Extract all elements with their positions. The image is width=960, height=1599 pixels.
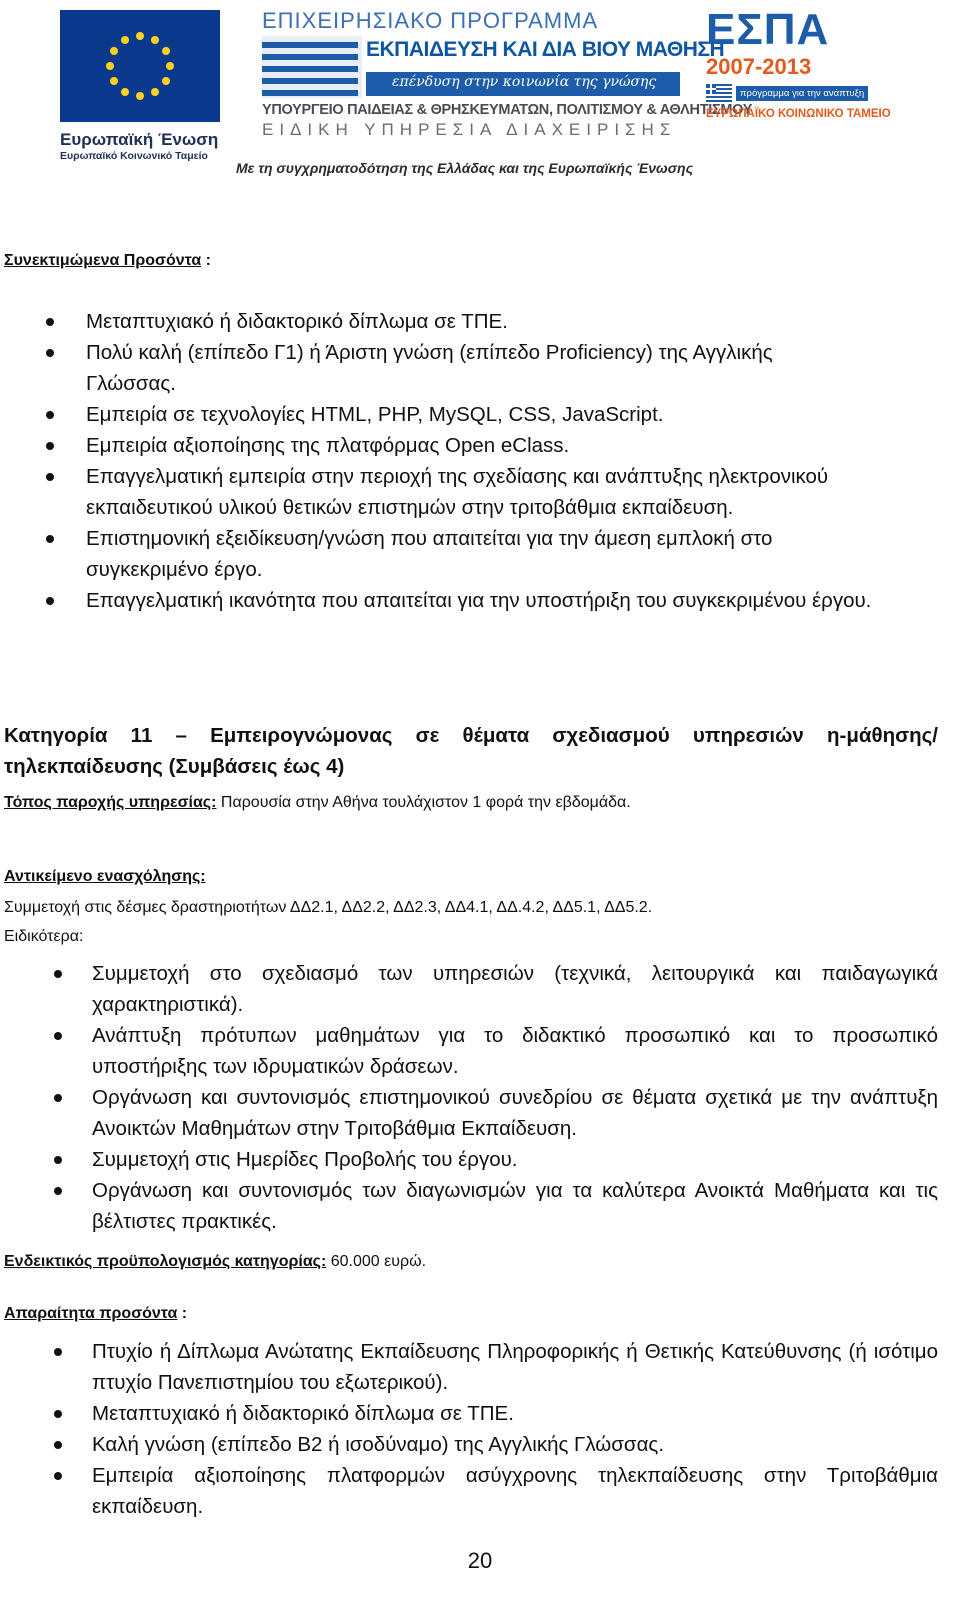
required-heading-text: Απαραίτητα προσόντα — [4, 1305, 178, 1322]
list-item: Μεταπτυχιακό ή διδακτορικό δίπλωμα σε ΤΠΕ. — [86, 306, 938, 337]
location-value: Παρουσία στην Αθήνα τουλάχιστον 1 φορά την εβδομάδα. — [216, 794, 631, 811]
desirable-list — [86, 306, 938, 616]
list-item: Επιστημονική εξειδίκευση/γνώση που απαιτείται για την άμεση εμπλοκή στο συγκεκριμένο έργο. — [86, 523, 938, 585]
list-item: Συμμετοχή στο σχεδιασμό των υπηρεσιών (τεχνικά, λειτουργικά και παιδαγωγικά χαρακτηριστικά). — [92, 958, 938, 1020]
ministry-name: ΥΠΟΥΡΓΕΙΟ ΠΑΙΔΕΙΑΣ & ΘΡΗΣΚΕΥΜΑΤΩΝ, ΠΟΛΙΤΙΣΜΟΥ & ΑΘΛΗΤΙΣΜΟΥ — [262, 102, 753, 118]
espa-fund: ΕΥΡΩΠΑΪΚΟ ΚΟΙΝΩΝΙΚΟ ΤΑΜΕΙΟ — [706, 108, 891, 120]
list-item: Εμπειρία αξιοποίησης της πλατφόρμας Open eClass. — [86, 430, 938, 461]
list-item: Οργάνωση και συντονισμός επιστημονικού συνεδρίου σε θέματα σχετικά με την ανάπτυξη Ανοικτών Μαθημάτων στην Τριτοβάθμια Εκπαίδευση. — [92, 1082, 938, 1144]
list-item: Καλή γνώση (επίπεδο Β2 ή ισοδύναμο) της Αγγλικής Γλώσσας. — [92, 1429, 938, 1460]
op-stripes-icon — [262, 36, 362, 98]
list-item: Οργάνωση και συντονισμός των διαγωνισμών για τα καλύτερα Ανοικτά Μαθήματα και τις βέλτιστες πρακτικές. — [92, 1175, 938, 1237]
budget-value: 60.000 ευρώ. — [326, 1253, 427, 1270]
subject-label: Αντικείμενο ενασχόλησης: — [4, 868, 206, 885]
task-list — [92, 958, 938, 1237]
list-item: Συμμετοχή στις Ημερίδες Προβολής του έργου. — [92, 1144, 938, 1175]
list-item: Πτυχίο ή Δίπλωμα Ανώτατης Εκπαίδευσης Πληροφορικής ή Θετικής Κατεύθυνσης (ή ισότιμο πτυχίο Πανεπιστημίου του εξωτερικού). — [92, 1336, 938, 1398]
budget-label: Ενδεικτικός προϋπολογισμός κατηγορίας: — [4, 1253, 327, 1270]
cofinancing-note: Με τη συγχρηματοδότηση της Ελλάδας και της Ευρωπαϊκής Ένωσης — [236, 160, 694, 176]
specifically-label: Ειδικότερα: — [4, 928, 84, 945]
list-item: Ανάπτυξη πρότυπων μαθημάτων για το διδακτικό προσωπικό και το προσωπικό υποστήριξης των ιδρυματικών δράσεων. — [92, 1020, 938, 1082]
op-topline: ΕΠΙΧΕΙΡΗΣΙΑΚΟ ΠΡΟΓΡΑΜΜΑ — [262, 8, 599, 33]
list-item: Μεταπτυχιακό ή διδακτορικό δίπλωμα σε ΤΠΕ. — [92, 1398, 938, 1429]
eu-name: Ευρωπαϊκή Ένωση — [60, 130, 219, 149]
greek-flag-icon — [706, 84, 732, 102]
list-item: Πολύ καλή (επίπεδο Γ1) ή Άριστη γνώση (επίπεδο Proficiency) της Αγγλικής Γλώσσας. — [86, 337, 938, 399]
espa-name: ΕΣΠΑ — [706, 5, 830, 54]
op-title: ΕΚΠΑΙΔΕΥΣΗ ΚΑΙ ΔΙΑ ΒΙΟΥ ΜΑΘΗΣΗ — [366, 38, 725, 61]
logo-header — [0, 0, 960, 190]
espa-logo — [706, 5, 896, 120]
desirable-heading: Συνεκτιμώμενα Προσόντα : — [4, 252, 211, 269]
espa-motto: πρόγραμμα για την ανάπτυξη — [736, 86, 868, 101]
desirable-heading-text: Συνεκτιμώμενα Προσόντα — [4, 252, 202, 269]
service-name: ΕΙΔΙΚΗ ΥΠΗΡΕΣΙΑ ΔΙΑΧΕΙΡΙΣΗΣ — [262, 120, 677, 139]
list-item: Επαγγελματική ικανότητα που απαιτείται για την υποστήριξη του συγκεκριμένου έργου. — [86, 585, 938, 616]
page-number: 20 — [467, 1548, 493, 1573]
operational-programme-logo — [262, 8, 753, 140]
eu-flag-icon — [60, 10, 220, 122]
category-title: Κατηγορία 11 – Εμπειρογνώμονας σε θέματα σχεδιασμού υπηρεσιών η-μάθησης/τηλεκπαίδευσης (Συμβάσεις έως 4) — [4, 724, 938, 778]
list-item: Εμπειρία αξιοποίησης πλατφορμών ασύγχρονης τηλεκπαίδευσης στην Τριτοβάθμια εκπαίδευση. — [92, 1460, 938, 1522]
budget-line — [4, 1253, 426, 1271]
eu-fund-name: Ευρωπαϊκό Κοινωνικό Ταμείο — [60, 150, 208, 162]
required-heading: Απαραίτητα προσόντα : — [4, 1305, 188, 1322]
location-line — [4, 794, 631, 812]
location-label: Τόπος παροχής υπηρεσίας: — [4, 794, 217, 811]
op-tagline: επένδυση στην κοινωνία της γνώσης — [392, 74, 657, 90]
eu-logo — [60, 10, 230, 162]
espa-years: 2007-2013 — [706, 54, 812, 79]
list-item: Εμπειρία σε τεχνολογίες HTML, PHP, MySQL, CSS, JavaScript. — [86, 399, 938, 430]
required-list — [92, 1336, 938, 1522]
list-item: Επαγγελματική εμπειρία στην περιοχή της σχεδίασης και ανάπτυξης ηλεκτρονικού εκπαιδευτικού υλικού θετικών επιστημών στην τριτοβάθμια εκπαίδευση. — [86, 461, 938, 523]
subject-heading — [4, 868, 206, 886]
subject-line: Συμμετοχή στις δέσμες δραστηριοτήτων ΔΔ2.1, ΔΔ2.2, ΔΔ2.3, ΔΔ4.1, ΔΔ.4.2, ΔΔ5.1, ΔΔ5.2. — [4, 899, 653, 916]
